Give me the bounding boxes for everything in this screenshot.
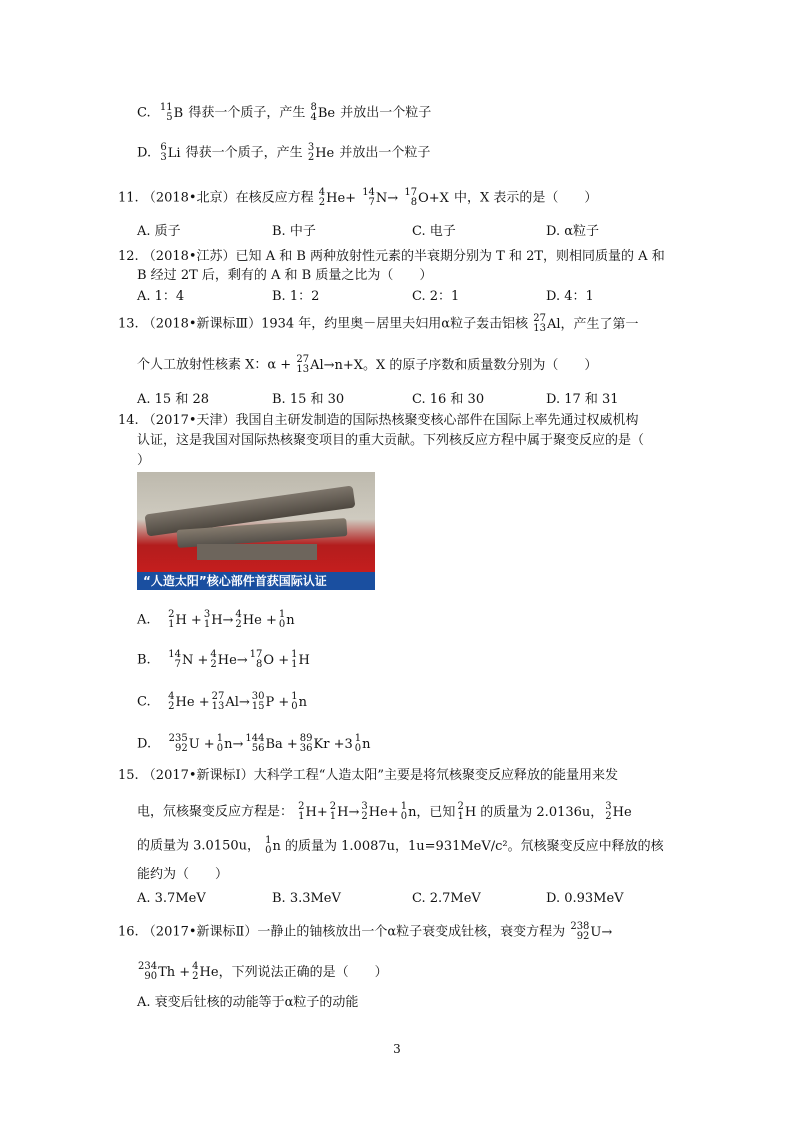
element-symbol: He→ (217, 652, 248, 668)
charge-number: 4 (310, 112, 317, 123)
element-symbol: n 的质量为 1.0087u，1u=931MeV/c²。氘核聚变反应中释放的核 (272, 838, 664, 854)
equation (167, 649, 311, 670)
element-symbol: O+X (418, 190, 449, 206)
mass-number: 8 (310, 102, 317, 113)
charge-number: 2 (307, 152, 315, 163)
nuclide (168, 650, 208, 670)
charge-number: 5 (166, 112, 173, 123)
mass-number: 3 (307, 142, 315, 153)
charge-number: 90 (144, 971, 158, 982)
mass-number: 1 (265, 835, 272, 846)
nuclide (298, 802, 328, 822)
charge-number: 15 (251, 701, 265, 712)
q15-stem-line1: 15. （2017•新课标Ⅰ）大科学工程“人造太阳”主要是将氘核聚变反应释放的能量用来发 (118, 768, 618, 783)
q10-option-c: C. 11 5 B 得获一个质子，产生 8 4 Be 并放出一个粒子 (137, 102, 432, 123)
equation (167, 609, 296, 630)
mass-number: 1 (291, 649, 298, 660)
nuclide (217, 734, 244, 754)
mass-number: 1 (291, 691, 298, 702)
nuclide (212, 692, 250, 712)
element-symbol: O + (263, 652, 290, 668)
mass-number: 89 (299, 733, 313, 744)
charge-number: 92 (576, 931, 590, 942)
nuclide (330, 802, 360, 822)
mass-number: 238 (570, 921, 590, 932)
nuclide-numbers (279, 610, 285, 630)
mass-number: 2 (168, 609, 175, 620)
nuclide (361, 802, 398, 822)
q14-stem-line2: 认证，这是我国对国际热核聚变项目的重大贡献。下列核反应方程中属于聚变反应的是（ (137, 433, 645, 448)
charge-number: 36 (299, 743, 313, 754)
q15-stem-line4: 能约为（ ） (137, 867, 229, 882)
nuclide-numbers (160, 143, 166, 163)
charge-number: 0 (354, 743, 362, 754)
q11-stem: 11. （2018•北京）在核反应方程 4 2 He+ 14 7 N→ 17 8 O+X 中，X 表示的是（ ） (118, 187, 598, 208)
nuclide-numbers (245, 734, 264, 754)
nuclide (204, 610, 234, 630)
equation (167, 691, 308, 712)
nuclide-numbers (330, 802, 336, 822)
nuclide-numbers (361, 802, 367, 822)
mass-number: 234 (138, 961, 158, 972)
nuclide (401, 802, 456, 822)
nuclide-numbers (210, 650, 216, 670)
mass-number: 1 (216, 733, 224, 744)
charge-number: 56 (251, 743, 265, 754)
q15-stem-line3: 的质量为 3.0150u， 1 0 n 的质量为 1.0087u，1u=931MeV/c²。氘核聚变反应中释放的核 (137, 835, 664, 856)
nuclide (362, 188, 398, 208)
nuclide-numbers (570, 922, 589, 942)
mass-number: 27 (211, 691, 225, 702)
nuclide (250, 650, 289, 670)
option-d: D. 17 和 31 (546, 392, 619, 407)
nuclide-u238 (570, 922, 612, 942)
nuclide-numbers (168, 650, 181, 670)
charge-number: 1 (457, 811, 464, 822)
option-b: B. 1：2 (272, 289, 320, 304)
mass-number: 6 (160, 142, 167, 153)
option-c: C. 2：1 (412, 289, 460, 304)
option-d: D. 4：1 (546, 289, 594, 304)
equation (137, 961, 389, 982)
nuclide-numbers (265, 836, 271, 856)
element-symbol: Li (167, 145, 181, 161)
element-symbol: B (173, 105, 184, 121)
nuclide (169, 734, 215, 754)
nuclide-numbers (160, 103, 173, 123)
nuclide-numbers (533, 314, 546, 334)
charge-number: 1 (291, 659, 298, 670)
nuclide (192, 962, 387, 982)
mass-number: 1 (400, 801, 408, 812)
nuclide (168, 610, 202, 630)
element-symbol: He，下列说法正确的是（ ） (199, 964, 388, 980)
nuclide-numbers (308, 143, 314, 163)
mass-number: 27 (533, 313, 546, 324)
q13-stem-line1: 13. （2018•新课标Ⅲ）1934 年，约里奥－居里夫妇用α粒子轰击铝核 27 13 Al，产生了第一 (118, 313, 639, 334)
nuclide (291, 692, 307, 712)
q14-stem-line3: ） (137, 453, 151, 468)
q16-stem-line2 (137, 962, 389, 982)
charge-number: 0 (216, 743, 224, 754)
nuclide (355, 734, 371, 754)
nuclide-al27 (533, 314, 638, 334)
nuclide-numbers (250, 650, 263, 670)
q12-stem-line2: B 经过 2T 后，剩有的 A 和 B 质量之比为（ ） (137, 268, 433, 283)
mass-number: 4 (192, 961, 199, 972)
nuclide-numbers (605, 802, 611, 822)
element-symbol: H + (175, 612, 202, 628)
nuclide-numbers (401, 802, 407, 822)
q16-stem-line1: 16. （2017•新课标Ⅱ）一静止的铀核放出一个α粒子衰变成钍核，衰变方程为 238 92 U→ (118, 921, 613, 942)
nuclide-numbers (355, 734, 361, 754)
mass-number: 235 (168, 733, 188, 744)
element-symbol: Al→n+X。X 的原子序数和质量数分别为（ ） (310, 357, 598, 373)
element-symbol: He + (175, 694, 210, 710)
mass-number: 4 (318, 187, 326, 198)
mass-number: 11 (159, 102, 173, 113)
nuclide-numbers (298, 802, 304, 822)
nuclide-numbers (217, 734, 223, 754)
charge-number: 2 (168, 701, 175, 712)
option-a: A. 3.7MeV (137, 891, 206, 906)
mass-number: 4 (168, 691, 175, 702)
nuclide-he3 (308, 143, 334, 163)
photo-caption: “人造太阳”核心部件首获国际认证 (137, 572, 375, 590)
charge-number: 2 (605, 811, 612, 822)
nuclide-numbers (457, 802, 463, 822)
mass-number: 3 (203, 609, 211, 620)
charge-number: 0 (291, 701, 298, 712)
nuclide (138, 962, 190, 982)
charge-number: 1 (298, 811, 305, 822)
nuclide-numbers (168, 692, 174, 712)
nuclide (457, 802, 603, 822)
q14-stem-line1: 14. （2017•天津）我国自主研发制造的国际热核聚变核心部件在国际上率先通过权威机构 (118, 413, 639, 428)
nuclide-numbers (168, 610, 174, 630)
element-symbol: Th + (158, 964, 191, 980)
element-symbol: Be (317, 105, 336, 121)
q13-stem-line2: 个人工放射性核素 X：α + 27 13 Al→n+X。X 的原子序数和质量数分别为（ ） (137, 354, 598, 375)
charge-number: 2 (210, 659, 217, 670)
nuclide-neutron (265, 836, 664, 856)
option-c: C. 16 和 30 (412, 392, 485, 407)
element-symbol: n，已知 (408, 804, 456, 820)
element-symbol: He (612, 804, 632, 820)
nuclide-be8 (310, 103, 335, 123)
mass-number: 4 (235, 609, 242, 620)
nuclide-numbers (204, 610, 210, 630)
mass-number: 3 (361, 801, 368, 812)
charge-number: 0 (278, 619, 286, 630)
mass-number: 17 (249, 649, 263, 660)
mass-number: 2 (298, 801, 305, 812)
charge-number: 2 (235, 619, 242, 630)
element-symbol: Al→ (225, 694, 250, 710)
nuclide-b11 (160, 103, 183, 123)
nuclide (210, 650, 247, 670)
component-base (197, 544, 317, 560)
mass-number: 14 (168, 649, 181, 660)
element-symbol: H+ (305, 804, 328, 820)
nuclide-li6 (160, 143, 180, 163)
mass-number: 2 (457, 801, 464, 812)
nuclide-numbers (235, 610, 241, 630)
charge-number: 13 (211, 701, 225, 712)
nuclide-numbers (362, 188, 375, 208)
nuclide-numbers (212, 692, 225, 712)
option-a: A. 15 和 28 (137, 392, 210, 407)
element-symbol: Al，产生了第一 (546, 316, 639, 332)
nuclide (319, 188, 356, 208)
charge-number: 7 (174, 659, 181, 670)
nuclide-al27 (296, 355, 597, 375)
element-symbol: n (298, 694, 308, 710)
element-symbol: N + (181, 652, 209, 668)
equation (168, 733, 372, 754)
nuclide (245, 734, 297, 754)
charge-number: 1 (329, 811, 337, 822)
charge-number: 1 (168, 619, 175, 630)
option-b: B. 15 和 30 (272, 392, 345, 407)
charge-number: 2 (318, 197, 326, 208)
nuclide (279, 610, 295, 630)
charge-number: 92 (174, 743, 188, 754)
nuclide (235, 610, 276, 630)
nuclide (168, 692, 209, 712)
nuclide-numbers (296, 355, 309, 375)
nuclide-numbers (300, 734, 313, 754)
charge-number: 8 (256, 659, 263, 670)
mass-number: 3 (605, 801, 612, 812)
mass-number: 4 (210, 649, 217, 660)
nuclide-numbers (319, 188, 325, 208)
q10-option-d: D. 6 3 Li 得获一个质子，产生 3 2 He 并放出一个粒子 (137, 142, 431, 163)
element-symbol: n (286, 612, 295, 628)
nuclide-numbers (169, 734, 188, 754)
element-symbol: n→ (224, 736, 244, 752)
charge-number: 13 (533, 323, 546, 334)
element-symbol: U→ (590, 924, 613, 940)
option-b: B. 中子 (272, 224, 316, 239)
element-symbol: Ba + (265, 736, 298, 752)
q14-option-d: D. 235 92 U + 1 0 n→ 144 56 Ba + 89 36 Kr +3 1 0 n (137, 733, 371, 754)
option-a: A. 质子 (137, 224, 181, 239)
element-symbol: He+ (368, 804, 399, 820)
element-symbol: N→ (375, 190, 399, 206)
element-symbol: He + (242, 612, 277, 628)
option-b: B. 3.3MeV (272, 891, 341, 906)
charge-number: 3 (160, 152, 167, 163)
option-d: D. α粒子 (546, 224, 600, 239)
charge-number: 8 (410, 197, 418, 208)
charge-number: 7 (368, 197, 375, 208)
q12-stem-line1: 12. （2018•江苏）已知 A 和 B 两种放射性元素的半衰期分别为 T 和 2T，则相同质量的 A 和 (118, 249, 665, 264)
charge-number: 1 (203, 619, 211, 630)
charge-number: 0 (265, 845, 272, 856)
option-d: D. 0.93MeV (546, 891, 624, 906)
option-c: C. 电子 (412, 224, 456, 239)
nuclide (404, 188, 449, 208)
option-a: A. 1：4 (137, 289, 185, 304)
element-symbol: H (298, 652, 310, 668)
mass-number: 1 (354, 733, 362, 744)
charge-number: 0 (400, 811, 408, 822)
fusion-component-photo (137, 472, 375, 590)
q14-option-a: A. 2 1 H + 3 1 H→ 4 2 He + 1 0 n (137, 609, 295, 630)
nuclide-numbers (310, 103, 316, 123)
charge-number: 13 (296, 364, 310, 375)
nuclide-numbers (138, 962, 157, 982)
nuclide (291, 650, 310, 670)
nuclide (300, 734, 353, 754)
page-number: 3 (393, 1042, 401, 1056)
mass-number: 14 (362, 187, 375, 198)
mass-number: 27 (296, 354, 310, 365)
element-symbol: U + (188, 736, 215, 752)
charge-number: 2 (361, 811, 368, 822)
q14-option-c: C. 4 2 He + 27 13 Al→ 30 15 P + 1 0 n (137, 691, 308, 712)
element-symbol: He+ (326, 190, 357, 206)
nuclide-numbers (404, 188, 417, 208)
nuclide-numbers (291, 692, 297, 712)
mass-number: 144 (245, 733, 265, 744)
mass-number: 17 (404, 187, 418, 198)
nuclide-numbers (291, 650, 297, 670)
element-symbol: n (362, 736, 371, 752)
charge-number: 2 (192, 971, 199, 982)
nuclide-numbers (252, 692, 265, 712)
mass-number: 1 (278, 609, 286, 620)
mass-number: 30 (251, 691, 265, 702)
mass-number: 2 (329, 801, 337, 812)
element-symbol: He (315, 145, 335, 161)
nuclide (605, 802, 631, 822)
nuclide (252, 692, 290, 712)
element-symbol: H 的质量为 2.0136u， (464, 804, 604, 820)
q15-stem-line2: 电，氘核聚变反应方程是： 2 1 H+ 2 1 H→ 3 2 He+ 1 0 n，已知 2 1 H 的质量为 2.0136u， 3 2 He (137, 801, 632, 822)
q14-option-b: B. 14 7 N + 4 2 He→ 17 8 O + 1 1 H (137, 649, 310, 670)
nuclide-numbers (192, 962, 198, 982)
element-symbol: H→ (337, 804, 360, 820)
element-symbol: H→ (211, 612, 234, 628)
option-c: C. 2.7MeV (412, 891, 481, 906)
element-symbol: P + (265, 694, 290, 710)
q16-option-a: A. 衰变后钍核的动能等于α粒子的动能 (137, 995, 359, 1010)
element-symbol: Kr +3 (313, 736, 353, 752)
